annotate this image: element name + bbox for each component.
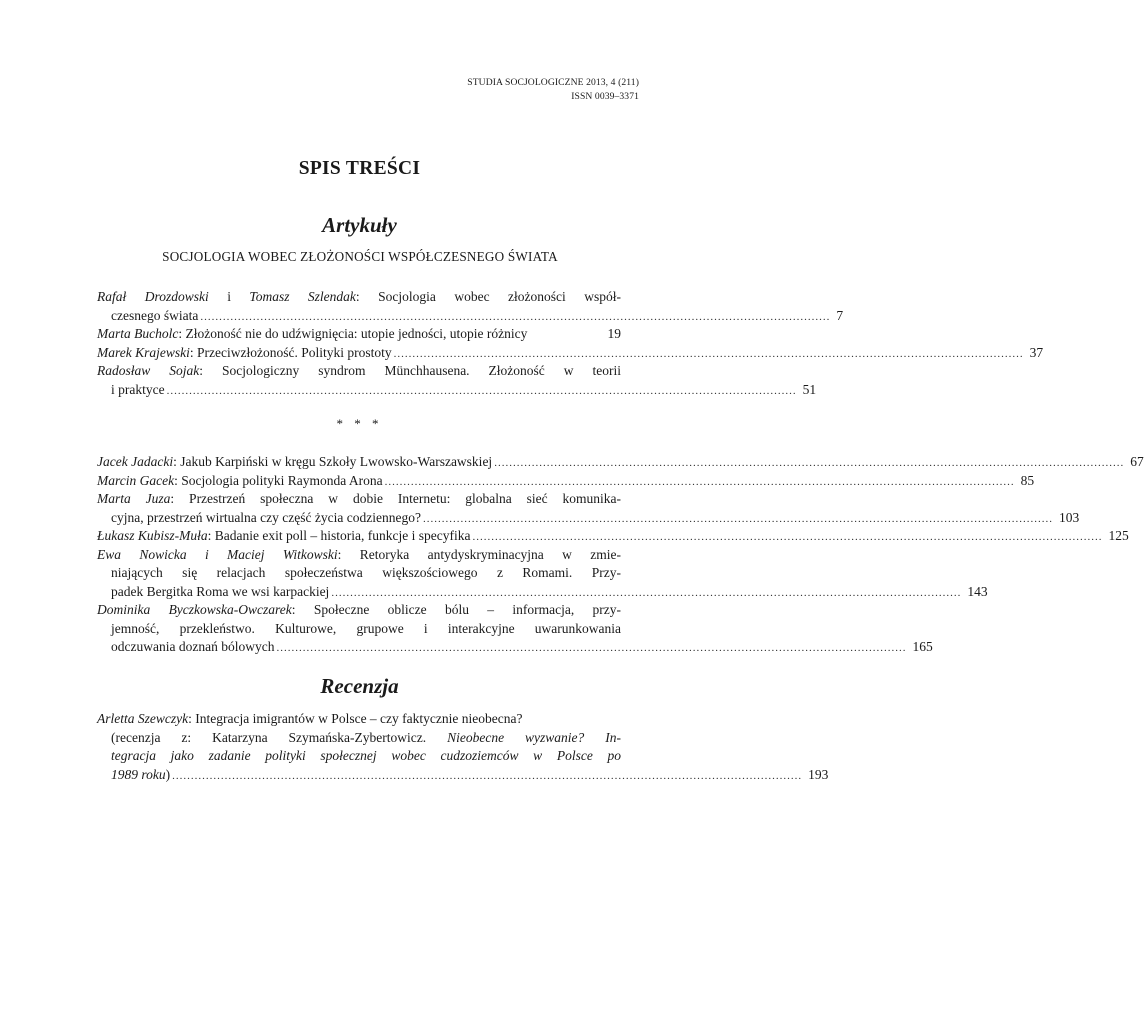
dot-leader: ........................................................................................................................................................................ bbox=[494, 457, 1125, 469]
dot-leader: ........................................................................................................................................................................ bbox=[200, 310, 831, 323]
entry-author: Arletta Szewczyk bbox=[97, 711, 189, 726]
entry-page: 103 bbox=[1058, 509, 1080, 525]
toc-entry bbox=[97, 362, 817, 399]
entry-title: ) bbox=[165, 766, 171, 782]
entry-title: : Przeciwzłożoność. Polityki prostoty bbox=[189, 344, 392, 360]
entry-title: : Socjologiczny syndrom Münchhausena. Złożoność w teorii bbox=[199, 363, 622, 378]
entry-page: 19 bbox=[607, 326, 621, 341]
toc-entry-line bbox=[97, 509, 1080, 528]
toc-entry-line bbox=[97, 564, 621, 583]
entry-title-italic: 1989 roku bbox=[111, 766, 166, 782]
dot-leader: ........................................................................................................................................................................ bbox=[172, 769, 803, 782]
toc-entry-line bbox=[97, 472, 1035, 491]
entry-page: 165 bbox=[912, 639, 933, 654]
entry-author: Ewa Nowicka i Maciej Witkowski bbox=[97, 546, 338, 562]
entry-conjunction: i bbox=[208, 289, 250, 304]
entry-title: odczuwania doznań bólowych bbox=[111, 639, 275, 654]
dot-leader: ........................................................................................................................................................................ bbox=[422, 512, 1053, 525]
dot-leader: ........................................................................................................................................................................ bbox=[393, 347, 1024, 360]
entry-title: : Złożoność nie do udźwignięcia: utopie jedności, utopie różnicy bbox=[178, 326, 528, 341]
toc-entry-line bbox=[97, 583, 988, 602]
toc-articles bbox=[97, 288, 1044, 399]
toc-entry-line bbox=[97, 638, 933, 657]
entry-title: (recenzja z: Katarzyna Szymańska-Zybertowicz. bbox=[111, 729, 448, 745]
dot-leader: ........................................................................................................................................................................ bbox=[384, 475, 1015, 488]
toc-entry bbox=[97, 710, 829, 784]
entry-author: Radosław Sojak bbox=[97, 363, 200, 378]
entry-title: : Jakub Karpiński w kręgu Szkoły Lwowsko-Warszawskiej bbox=[173, 454, 493, 469]
entry-author: Łukasz Kubisz-Muła bbox=[97, 528, 208, 543]
toc-entry-line bbox=[97, 747, 621, 766]
page-title: SPIS TREŚCI bbox=[298, 158, 421, 179]
dot-leader: ........................................................................................................................................................................ bbox=[166, 384, 797, 397]
toc-entry-line bbox=[97, 710, 621, 729]
toc-entry bbox=[97, 490, 1080, 527]
toc-entry-line bbox=[97, 307, 844, 326]
toc-review bbox=[97, 710, 829, 784]
toc-entry-line bbox=[97, 344, 1044, 363]
issn: ISSN 0039–3371 bbox=[571, 91, 639, 102]
entry-author: Tomasz Szlendak bbox=[249, 289, 356, 304]
section-title-review: Recenzja bbox=[320, 674, 399, 698]
entry-title: : Badanie exit poll – historia, funkcje i specyfika bbox=[207, 528, 471, 543]
entry-title: : Integracja imigrantów w Polsce – czy faktycznie nieobecna? bbox=[188, 711, 523, 726]
journal-name: STUDIA SOCJOLOGICZNE 2013, 4 (211) bbox=[467, 77, 639, 88]
toc-entry-line bbox=[97, 620, 621, 639]
toc-entry-line bbox=[97, 601, 621, 620]
entry-title: cyjna, przestrzeń wirtualna czy część życia codziennego? bbox=[111, 509, 421, 525]
entry-author: Rafał Drozdowski bbox=[97, 289, 209, 304]
toc-entry bbox=[97, 288, 844, 325]
entry-title: : Retoryka antydyskryminacyjna w zmie- bbox=[337, 546, 621, 562]
entry-page: 51 bbox=[802, 381, 817, 397]
entry-title-italic: Nieobecne wyzwanie? In- bbox=[447, 729, 621, 745]
toc-entry-line bbox=[97, 729, 621, 748]
toc-entry-line bbox=[97, 325, 621, 344]
entry-title: czesnego świata bbox=[111, 307, 199, 323]
section-subtitle: SOCJOLOGIA WOBEC ZŁOŻONOŚCI WSPÓŁCZESNEGO ŚWIATA bbox=[162, 249, 558, 264]
entry-title: padek Bergitka Roma we wsi karpackiej bbox=[111, 583, 330, 599]
entry-page: 7 bbox=[836, 307, 844, 323]
toc-entry-line bbox=[97, 453, 1144, 472]
entry-page: 125 bbox=[1108, 528, 1129, 543]
entry-author: Marek Krajewski bbox=[97, 344, 190, 360]
dot-leader: ........................................................................................................................................................................ bbox=[331, 586, 962, 599]
toc-entry bbox=[97, 527, 1129, 546]
entry-title: niających się relacjach społeczeństwa większościowego z Romami. Przy- bbox=[111, 565, 621, 580]
entry-title: : Socjologia polityki Raymonda Arona bbox=[174, 472, 383, 488]
toc-entry-line bbox=[97, 490, 621, 509]
section-separator: * * * bbox=[336, 416, 383, 431]
journal-header bbox=[467, 76, 639, 104]
toc-entry-line bbox=[97, 546, 621, 565]
entry-title: i praktyce bbox=[111, 381, 165, 397]
toc-other-articles bbox=[97, 453, 1144, 657]
entry-title-italic: tegracja jako zadanie polityki społecznej wobec cudzoziemców w Polsce po bbox=[111, 748, 621, 763]
toc-entry bbox=[97, 344, 1044, 363]
entry-author: Marta Bucholc bbox=[97, 326, 179, 341]
toc-entry-line bbox=[97, 766, 829, 785]
section-title-articles: Artykuły bbox=[322, 213, 397, 237]
entry-page: 37 bbox=[1029, 344, 1044, 360]
entry-author: Marta Juza bbox=[97, 491, 171, 506]
entry-title: jemność, przekleństwo. Kulturowe, grupowe i interakcyjne uwarunkowania bbox=[111, 620, 621, 636]
toc-entry bbox=[97, 472, 1035, 491]
toc-entry-line bbox=[97, 381, 817, 400]
entry-page: 85 bbox=[1020, 472, 1035, 488]
entry-title: : Socjologia wobec złożoności współ- bbox=[355, 289, 621, 304]
entry-author: Jacek Jadacki bbox=[97, 454, 174, 469]
entry-author: Dominika Byczkowska-Owczarek bbox=[97, 602, 292, 617]
entry-page: 143 bbox=[967, 583, 988, 599]
entry-author: Marcin Gacek bbox=[97, 472, 175, 488]
dot-leader: ........................................................................................................................................................................ bbox=[472, 531, 1103, 543]
dot-leader: ........................................................................................................................................................................ bbox=[276, 642, 907, 654]
entry-page: 67 bbox=[1130, 454, 1144, 469]
toc-entry-line bbox=[97, 362, 621, 381]
toc-entry bbox=[97, 601, 933, 657]
toc-entry bbox=[97, 453, 1144, 472]
toc-entry-line bbox=[97, 288, 621, 307]
entry-title: : Społeczne oblicze bólu – informacja, przy- bbox=[291, 602, 621, 617]
entry-title: : Przestrzeń społeczna w dobie Internetu: globalna sieć komunika- bbox=[170, 491, 621, 506]
toc-entry bbox=[97, 546, 988, 602]
toc-entry bbox=[97, 325, 621, 344]
entry-page: 193 bbox=[808, 766, 829, 782]
toc-entry-line bbox=[97, 527, 1129, 546]
